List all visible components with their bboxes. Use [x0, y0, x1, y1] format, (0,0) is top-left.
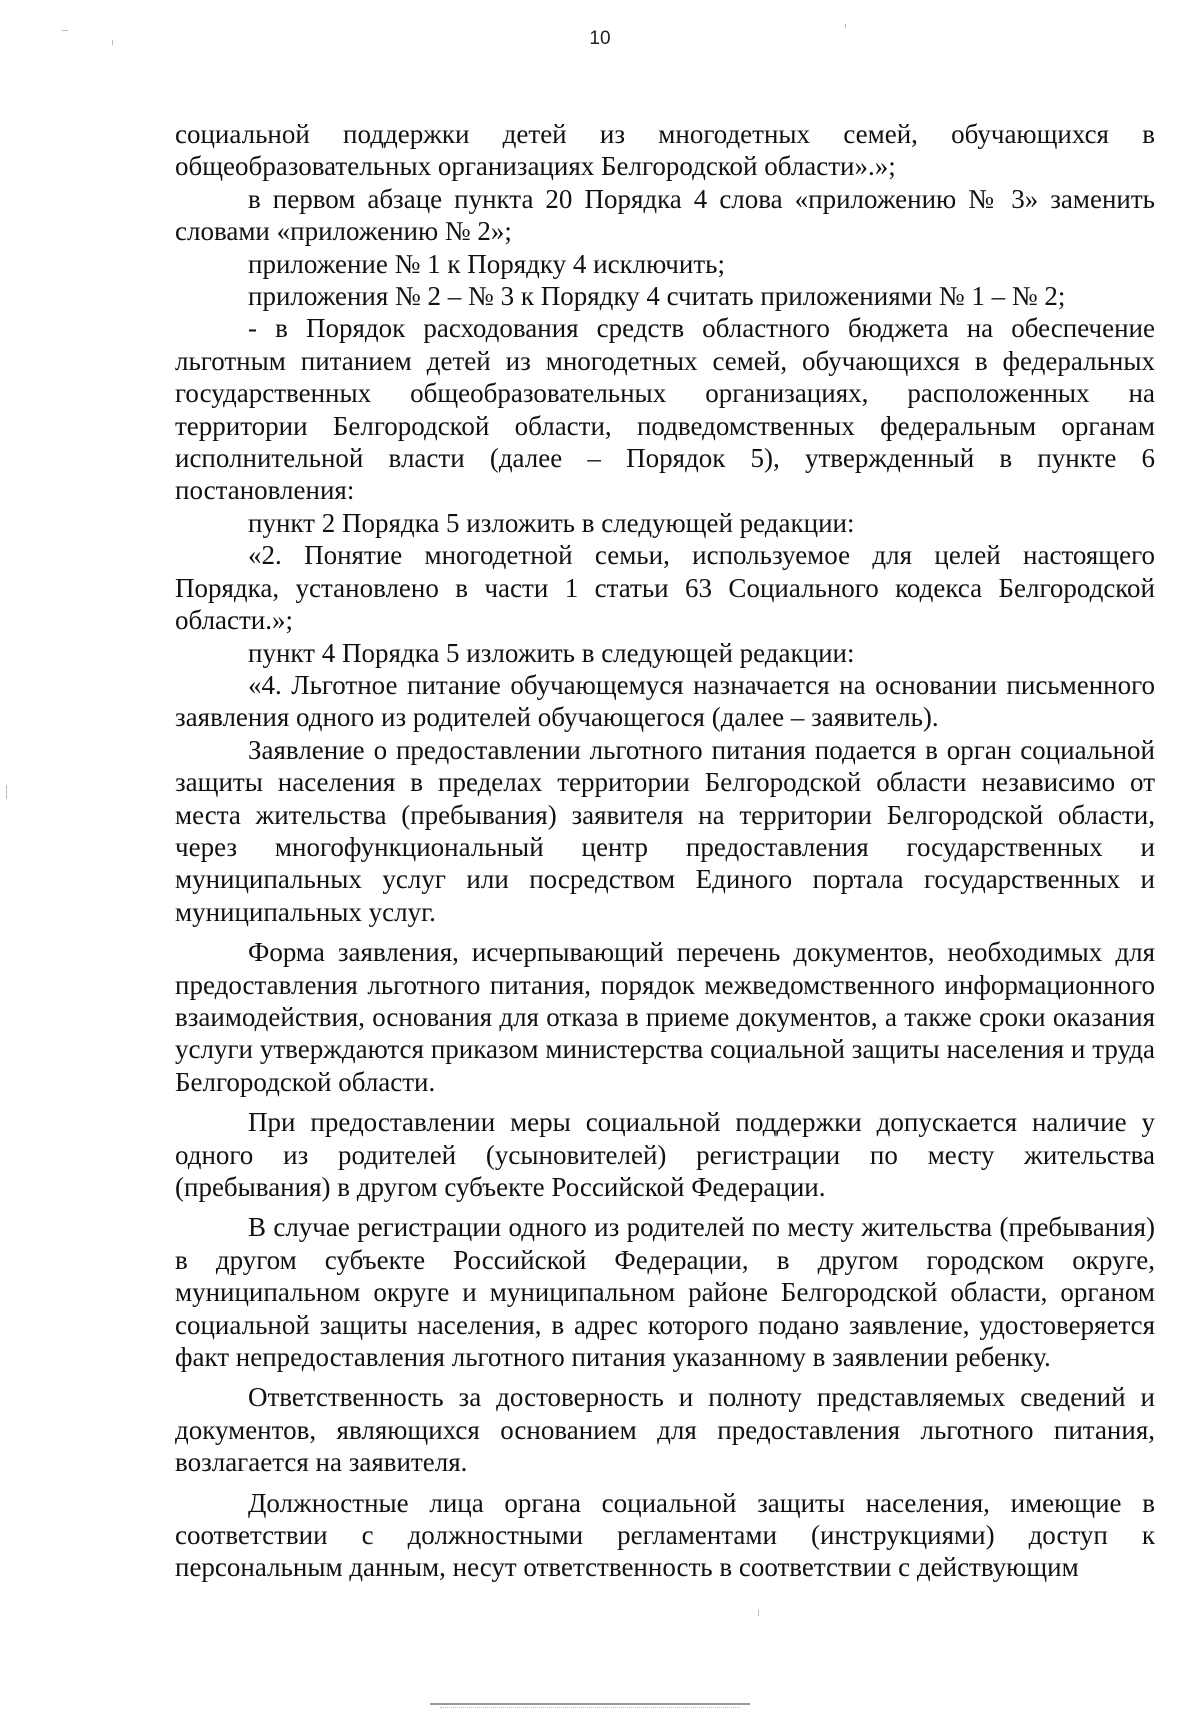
document-body: [175, 118, 1155, 1584]
scan-artifact: [112, 40, 113, 45]
paragraph: «4. Льготное питание обучающемуся назначается на основании письменного заявления одного из родителей обучающегося (далее – заявитель).: [175, 669, 1155, 733]
paragraph: Ответственность за достоверность и полноту представляемых сведений и документов, являющихся основанием для предоставления льготного питания, возлагается на заявителя.: [175, 1382, 1155, 1478]
paragraph: «2. Понятие многодетной семьи, используемое для целей настоящего Порядка, установлено в части 1 статьи 63 Социального кодекса Белгородской области.»;: [175, 540, 1155, 636]
paragraph: В случае регистрации одного из родителей по месту жительства (пребывания) в другом субъекте Российской Федерации, в другом городском округе, муниципальном округе и муниципальном районе Белгородской области, органом социальной защиты населения, в адрес которого подано заявление, удостоверяется факт непредоставления льготного питания указанному в заявлении ребенку.: [175, 1212, 1155, 1373]
scan-artifact: [758, 1610, 759, 1616]
bottom-divider-dots: [440, 1707, 740, 1709]
page-number: 10: [589, 28, 611, 49]
paragraph: При предоставлении меры социальной поддержки допускается наличие у одного из родителей (усыновителей) регистрации по месту жительства (пребывания) в другом субъекте Российской Федерации.: [175, 1107, 1155, 1202]
paragraph: пункт 2 Порядка 5 изложить в следующей редакции:: [248, 507, 855, 538]
bottom-divider: [430, 1703, 750, 1705]
paragraph: - в Порядок расходования средств областного бюджета на обеспечение льготным питанием детей из многодетных семей, обучающихся в федеральных государственных общеобразовательных организациях, расположенных на территории Белгородской области, подведомственных федеральным органам исполнительной власти (далее – Порядок 5), утвержденный в пункте 6 постановления:: [175, 313, 1155, 506]
scan-artifact: [6, 785, 7, 799]
paragraph: приложение № 1 к Порядку 4 исключить;: [248, 248, 725, 279]
paragraph: приложения № 2 – № 3 к Порядку 4 считать приложениями № 1 – № 2;: [248, 281, 1066, 312]
paragraph: в первом абзаце пункта 20 Порядка 4 слова «приложению № 3» заменить словами «приложению № 2»;: [175, 183, 1155, 247]
scan-artifact: [62, 30, 68, 31]
paragraph: пункт 4 Порядка 5 изложить в следующей редакции:: [248, 637, 855, 668]
paragraph: социальной поддержки детей из многодетных семей, обучающихся в общеобразовательных организациях Белгородской области».»;: [175, 119, 1155, 182]
scan-artifact: [845, 24, 846, 28]
paragraph: Заявление о предоставлении льготного питания подается в орган социальной защиты населения в пределах территории Белгородской области независимо от места жительства (пребывания) заявителя на территории Белгородской области, через многофункциональный центр предоставления государственных и муниципальных услуг или посредством Единого портала государственных и муниципальных услуг.: [175, 734, 1155, 927]
paragraph: Форма заявления, исчерпывающий перечень документов, необходимых для предоставления льготного питания, порядок межведомственного информационного взаимодействия, основания для отказа в приеме документов, а также сроки оказания услуги утверждаются приказом министерства социальной защиты населения и труда Белгородской области.: [175, 937, 1155, 1097]
paragraph: Должностные лица органа социальной защиты населения, имеющие в соответствии с должностными регламентами (инструкциями) доступ к персональным данным, несут ответственность в соответствии с действующим: [175, 1487, 1155, 1583]
